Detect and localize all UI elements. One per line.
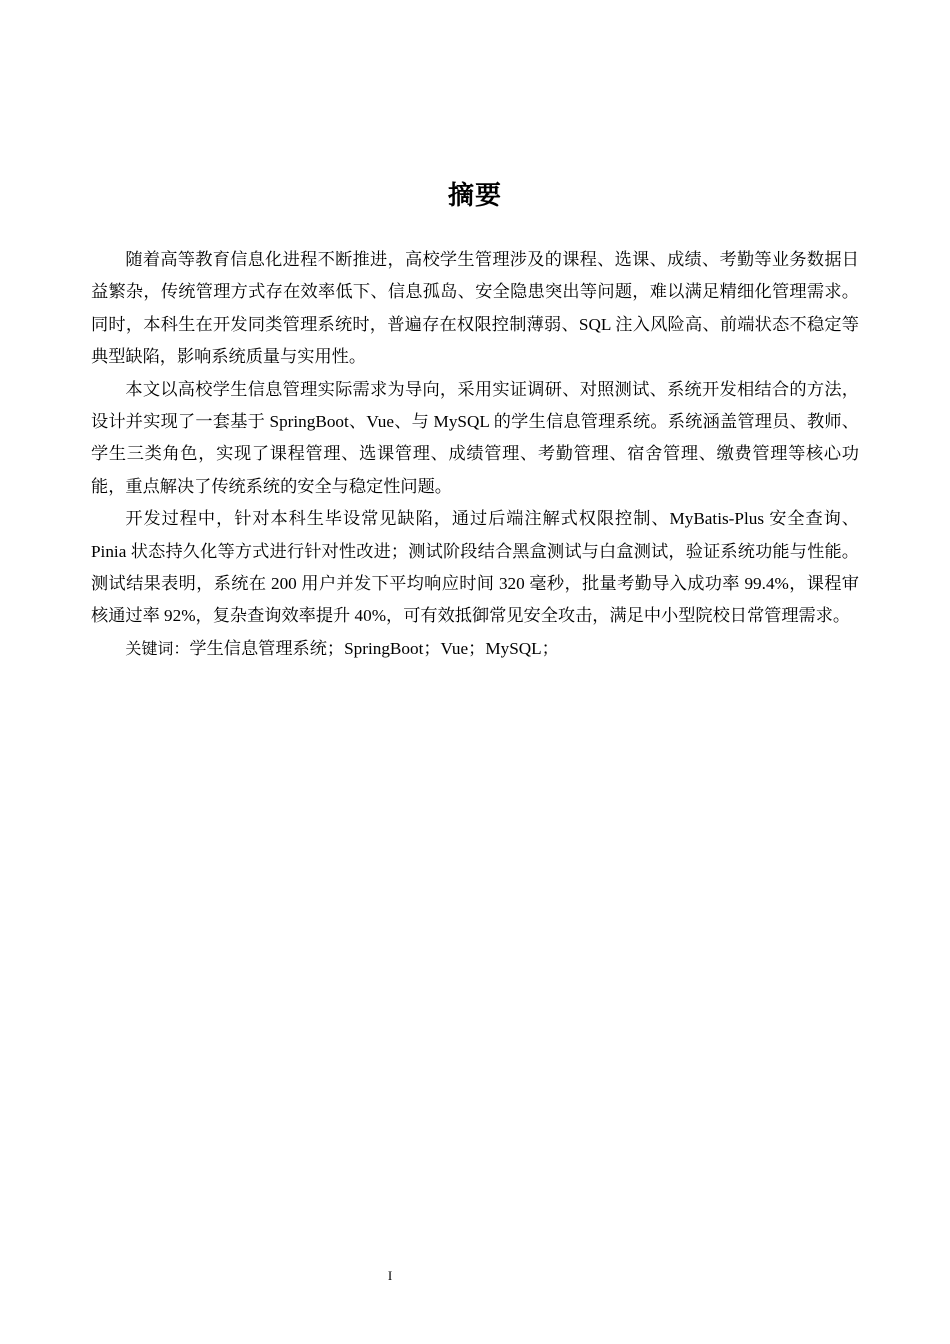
abstract-body [91, 244, 859, 665]
keywords-label: 关键词： [125, 638, 190, 658]
abstract-paragraph-3: 开发过程中，针对本科生毕设常见缺陷，通过后端注解式权限控制、MyBatis-Plus 安全查询、Pinia 状态持久化等方式进行针对性改进；测试阶段结合黑盒测试与白盒测试，验证系统功能与性能。测试结果表明，系统在 200 用户并发下平均响应时间 320 毫秒，批量考勤导入成功率 99.4%，课程审核通过率 92%，复杂查询效率提升 40%，可有效抵御常见安全攻击，满足中小型院校日常管理需求。 [91, 509, 859, 626]
page-title: 摘要 [447, 181, 502, 211]
abstract-paragraph-2: 本文以高校学生信息管理实际需求为导向，采用实证调研、对照测试、系统开发相结合的方法，设计并实现了一套基于 SpringBoot、Vue、与 MySQL 的学生信息管理系统。系统涵盖管理员、教师、学生三类角色，实现了课程管理、选课管理、成绩管理、考勤管理、宿舍管理、缴费管理等核心功能，重点解决了传统系统的安全与稳定性问题。 [91, 379, 859, 496]
abstract-paragraph-1: 随着高等教育信息化进程不断推进，高校学生管理涉及的课程、选课、成绩、考勤等业务数据日益繁杂，传统管理方式存在效率低下、信息孤岛、安全隐患突出等问题，难以满足精细化管理需求。同时，本科生在开发同类管理系统时，普遍存在权限控制薄弱、SQL 注入风险高、前端状态不稳定等典型缺陷，影响系统质量与实用性。 [91, 250, 859, 367]
keywords-line [91, 633, 859, 665]
keywords-text: 学生信息管理系统；SpringBoot；Vue；MySQL； [189, 638, 559, 658]
page-number: I [387, 1268, 393, 1283]
